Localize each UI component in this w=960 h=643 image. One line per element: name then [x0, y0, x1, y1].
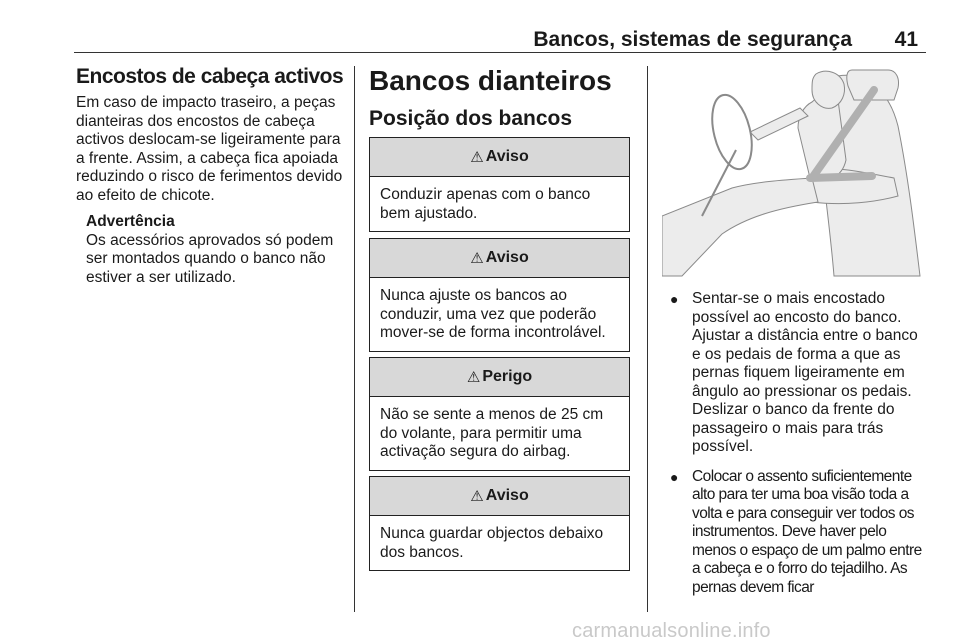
page-number: 41 [894, 28, 918, 51]
caution-note [86, 213, 344, 287]
warning-triangle-icon: ⚠ [466, 369, 481, 386]
active-headrests-paragraph: Em caso de impacto traseiro, a peças dianteiras dos encostos de cabeça activos deslocam-se ligeiramente para a frente. Assim, a cabeça fica apoiada reduzindo o risco de ferimentos devido ao efeito de chicote. [76, 94, 343, 204]
danger-box [369, 357, 630, 471]
section-heading-active-headrests: Encostos de cabeça activos [76, 65, 344, 88]
danger-box-text: Não se sente a menos de 25 cm do volante, para permitir uma activação segura do airbag. [380, 406, 604, 460]
warning-box [369, 476, 630, 571]
warning-box [369, 238, 630, 352]
seated-driver-illustration [662, 66, 926, 278]
warning-box-title: Aviso [485, 487, 529, 504]
bullet-icon: ● [670, 291, 679, 307]
seat-adjustment-list [666, 290, 928, 608]
warning-triangle-icon: ⚠ [470, 488, 484, 505]
warning-triangle-icon: ⚠ [470, 250, 484, 267]
warning-box-title: Aviso [485, 148, 529, 165]
warning-triangle-icon: ⚠ [470, 149, 484, 166]
running-header-title: Bancos, sistemas de segurança [533, 28, 852, 51]
danger-box-header [370, 358, 629, 397]
warning-box-title: Aviso [485, 249, 529, 266]
list-item-text: Sentar-se o mais encostado possível ao encosto do banco. Ajustar a distância entre o banco e os pedais de forma a que as pernas fiquem ligeiramente em ângulo ao pressionar os pedais. Deslizar o banco da frente do passageiro o mais para trás possível. [692, 290, 918, 455]
warning-box-header [370, 239, 629, 278]
header-rule [74, 52, 926, 53]
left-column [76, 64, 344, 287]
warning-box-header [370, 138, 629, 177]
watermark: carmanualsonline.info [572, 620, 771, 642]
warning-box [369, 137, 630, 232]
column-divider-right [647, 66, 648, 612]
subheading-seat-position: Posição dos bancos [369, 107, 573, 130]
warning-box-header [370, 477, 629, 516]
list-item-text: Colocar o assento suficientemente alto para ter uma boa visão toda a volta e para conseguir ver todos os instrumentos. Deve haver pelo menos o espaço de um palmo entre a cabeça e o forro do tejadilho. As pernas devem ficar [692, 467, 922, 596]
driver-seat-drawing [662, 66, 926, 278]
warning-box-text: Nunca guardar objectos debaixo dos bancos. [380, 525, 604, 561]
list-item [666, 290, 928, 457]
caution-text: Os acessórios aprovados só podem ser montados quando o banco não estiver a ser utilizado. [86, 231, 334, 286]
list-item [666, 468, 928, 598]
column-divider-left [354, 66, 355, 612]
bullet-icon: ● [670, 468, 678, 485]
warning-box-text: Conduzir apenas com o banco bem ajustado. [380, 186, 591, 222]
danger-box-title: Perigo [482, 368, 533, 385]
middle-column-headings [369, 64, 632, 142]
caution-title: Advertência [86, 213, 175, 230]
warning-box-text: Nunca ajuste os bancos ao conduzir, uma vez que poderão mover-se de forma incontrolável. [380, 287, 606, 341]
section-heading-front-seats: Bancos dianteiros [369, 65, 612, 96]
